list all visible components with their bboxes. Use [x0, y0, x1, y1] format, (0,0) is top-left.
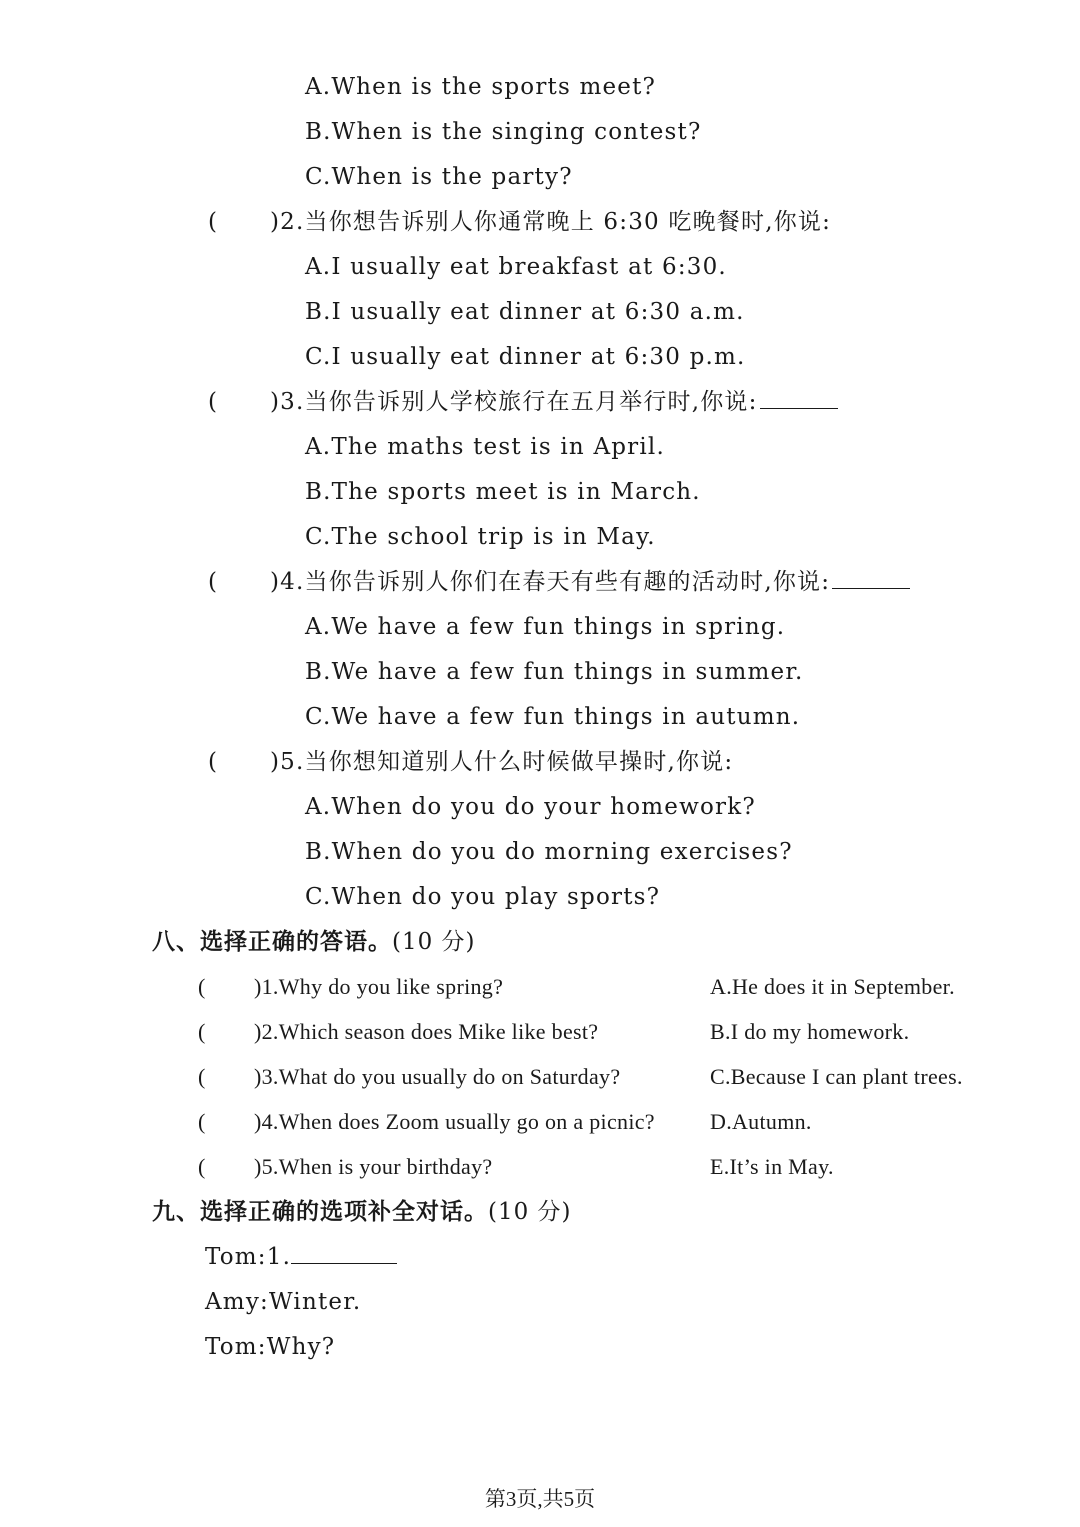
q4-stem: )4.当你告诉别人你们在春天有些有趣的活动时,你说:: [270, 569, 831, 595]
q4-answer-blank[interactable]: [832, 570, 910, 589]
q5-stem: )5.当你想知道别人什么时候做早操时,你说:: [270, 749, 734, 775]
q3-answer-blank[interactable]: [760, 390, 838, 409]
match-q2-paren: (: [198, 1019, 206, 1044]
q2-option-a: A.I usually eat breakfast at 6:30.: [305, 254, 727, 280]
q3-option-b: B.The sports meet is in March.: [305, 479, 701, 505]
q3-paren: (: [208, 389, 217, 415]
q1-option-b: B.When is the singing contest?: [305, 119, 702, 145]
section9-title: 九、选择正确的选项补全对话。: [152, 1199, 488, 1225]
match-q1-paren: (: [198, 974, 206, 999]
match-answer-d: D.Autumn.: [710, 1109, 812, 1134]
q2-option-b: B.I usually eat dinner at 6:30 a.m.: [305, 299, 745, 325]
match-q4: )4.When does Zoom usually go on a picnic?: [254, 1109, 655, 1134]
section8-heading: [152, 927, 476, 957]
match-q5-paren: (: [198, 1154, 206, 1179]
match-q1: )1.Why do you like spring?: [254, 974, 504, 999]
q1-option-a: A.When is the sports meet?: [305, 74, 657, 100]
q2-stem: )2.当你想告诉别人你通常晚上 6:30 吃晚餐时,你说:: [270, 209, 832, 235]
match-answer-b: B.I do my homework.: [710, 1019, 910, 1044]
dialogue-blank-1[interactable]: [291, 1245, 397, 1264]
q3-stem: )3.当你告诉别人学校旅行在五月举行时,你说:: [270, 389, 758, 415]
q2-paren: (: [208, 209, 217, 235]
match-q2: )2.Which season does Mike like best?: [254, 1019, 599, 1044]
match-q4-paren: (: [198, 1109, 206, 1134]
q5-option-c: C.When do you play sports?: [305, 884, 661, 910]
match-answer-a: A.He does it in September.: [710, 974, 955, 999]
match-q5: )5.When is your birthday?: [254, 1154, 493, 1179]
q2-option-c: C.I usually eat dinner at 6:30 p.m.: [305, 344, 746, 370]
section8-title: 八、选择正确的答语。: [152, 929, 392, 955]
q3-option-a: A.The maths test is in April.: [305, 434, 666, 460]
match-q3: )3.What do you usually do on Saturday?: [254, 1064, 621, 1089]
q4-option-b: B.We have a few fun things in summer.: [305, 659, 804, 685]
dialogue-line-3: Tom:Why?: [205, 1334, 336, 1360]
q5-option-b: B.When do you do morning exercises?: [305, 839, 793, 865]
q5-option-a: A.When do you do your homework?: [305, 794, 756, 820]
match-answer-e: E.It’s in May.: [710, 1154, 834, 1179]
page-number-footer: 第3页,共5页: [484, 1487, 596, 1511]
q3-option-c: C.The school trip is in May.: [305, 524, 656, 550]
dialogue-line-1-text: Tom:1.: [205, 1244, 292, 1270]
section9-score: (10 分): [488, 1199, 572, 1225]
dialogue-line-1: [205, 1242, 397, 1272]
section8-score: (10 分): [392, 929, 476, 955]
match-q3-paren: (: [198, 1064, 206, 1089]
q4-stem-line: [270, 567, 910, 597]
section9-heading: [152, 1197, 572, 1227]
q4-option-a: A.We have a few fun things in spring.: [305, 614, 786, 640]
q3-stem-line: [270, 387, 838, 417]
q1-option-c: C.When is the party?: [305, 164, 573, 190]
q4-option-c: C.We have a few fun things in autumn.: [305, 704, 801, 730]
q5-paren: (: [208, 749, 217, 775]
q4-paren: (: [208, 569, 217, 595]
match-answer-c: C.Because I can plant trees.: [710, 1064, 963, 1089]
dialogue-line-2: Amy:Winter.: [205, 1289, 362, 1315]
